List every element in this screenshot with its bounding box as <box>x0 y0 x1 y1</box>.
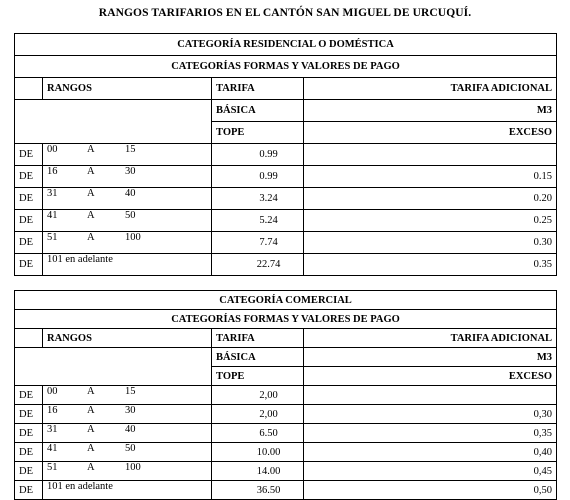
table-row <box>15 166 557 188</box>
row-tope-cell <box>212 386 304 405</box>
range-to: 50 <box>125 443 136 454</box>
row-exceso: 0,45 <box>304 462 557 481</box>
range-from: 41 <box>47 210 58 221</box>
row-de: DE <box>15 443 43 462</box>
table-category: CATEGORÍA COMERCIAL <box>15 291 557 310</box>
table-row <box>15 188 557 210</box>
row-de: DE <box>15 166 43 188</box>
range-a: A <box>87 210 95 221</box>
row-tope: 14.00 <box>256 465 281 477</box>
row-range <box>43 481 212 500</box>
table-row <box>15 386 557 405</box>
row-exceso <box>304 144 557 166</box>
range-a: A <box>87 386 95 397</box>
table-row <box>15 144 557 166</box>
col-header-tarifa: TARIFA <box>212 329 304 348</box>
row-tope-cell <box>212 405 304 424</box>
row-tope: 0.99 <box>259 149 278 160</box>
col-header-basica: BÁSICA <box>212 100 304 122</box>
row-tope: 3.24 <box>259 193 278 204</box>
row-range <box>43 386 212 405</box>
range-from: 16 <box>47 166 58 177</box>
table-subtitle: CATEGORÍAS FORMAS Y VALORES DE PAGO <box>15 56 557 78</box>
row-de: DE <box>15 481 43 500</box>
row-exceso: 0,30 <box>304 405 557 424</box>
range-to: 100 <box>125 232 141 243</box>
range-from: 101 en adelante <box>47 481 113 492</box>
row-range <box>43 443 212 462</box>
range-a: A <box>87 232 95 243</box>
row-tope-cell <box>212 232 304 254</box>
range-to: 40 <box>125 424 136 435</box>
row-de: DE <box>15 386 43 405</box>
range-to: 15 <box>125 144 136 155</box>
range-from: 16 <box>47 405 58 416</box>
row-de: DE <box>15 462 43 481</box>
range-from: 00 <box>47 144 58 155</box>
row-tope-cell <box>212 462 304 481</box>
row-tope: 36.50 <box>256 484 281 496</box>
range-to: 40 <box>125 188 136 199</box>
range-from: 41 <box>47 443 58 454</box>
table-row <box>15 481 557 500</box>
row-de: DE <box>15 254 43 276</box>
row-tope-cell <box>212 481 304 500</box>
col-header-rangos: RANGOS <box>43 78 212 100</box>
range-a: A <box>87 144 95 155</box>
table-row <box>15 443 557 462</box>
col-header-exceso: EXCESO <box>304 122 557 144</box>
range-to: 100 <box>125 462 141 473</box>
range-a: A <box>87 405 95 416</box>
row-de: DE <box>15 232 43 254</box>
row-de: DE <box>15 210 43 232</box>
row-range <box>43 405 212 424</box>
row-tope: 2,00 <box>259 408 278 420</box>
row-range <box>43 210 212 232</box>
row-tope: 6.50 <box>259 427 278 439</box>
row-range <box>43 462 212 481</box>
row-tope-cell <box>212 166 304 188</box>
row-de: DE <box>15 424 43 443</box>
row-range <box>43 188 212 210</box>
col-header-exceso: EXCESO <box>304 367 557 386</box>
row-exceso: 0.30 <box>304 232 557 254</box>
range-a: A <box>87 188 95 199</box>
col-header-tope: TOPE <box>212 122 304 144</box>
table-row <box>15 462 557 481</box>
table-row <box>15 424 557 443</box>
range-from: 51 <box>47 462 58 473</box>
col-header-rangos: RANGOS <box>43 329 212 348</box>
row-exceso: 0,50 <box>304 481 557 500</box>
col-header-tarifa: TARIFA <box>212 78 304 100</box>
row-tope: 2,00 <box>259 389 278 401</box>
row-exceso <box>304 386 557 405</box>
col-header-tope: TOPE <box>212 367 304 386</box>
commercial-tariff-table <box>14 290 557 500</box>
row-range <box>43 232 212 254</box>
row-tope: 10.00 <box>256 446 281 458</box>
range-to: 30 <box>125 405 136 416</box>
row-tope: 22.74 <box>256 259 281 270</box>
range-a: A <box>87 166 95 177</box>
range-a: A <box>87 443 95 454</box>
table-body <box>15 386 557 500</box>
range-from: 101 en adelante <box>47 254 113 265</box>
row-de: DE <box>15 188 43 210</box>
table-category: CATEGORÍA RESIDENCIAL O DOMÉSTICA <box>15 34 557 56</box>
range-from: 51 <box>47 232 58 243</box>
row-range <box>43 254 212 276</box>
table-row <box>15 405 557 424</box>
row-tope: 0.99 <box>259 171 278 182</box>
row-exceso: 0,40 <box>304 443 557 462</box>
col-header-m3: M3 <box>304 348 557 367</box>
row-tope: 7.74 <box>259 237 278 248</box>
row-de: DE <box>15 144 43 166</box>
table-row <box>15 232 557 254</box>
col-header-basica: BÁSICA <box>212 348 304 367</box>
range-from: 31 <box>47 424 58 435</box>
row-de: DE <box>15 405 43 424</box>
col-header-m3: M3 <box>304 100 557 122</box>
range-to: 50 <box>125 210 136 221</box>
table-subtitle: CATEGORÍAS FORMAS Y VALORES DE PAGO <box>15 310 557 329</box>
row-tope-cell <box>212 424 304 443</box>
range-a: A <box>87 424 95 435</box>
row-tope-cell <box>212 210 304 232</box>
row-range <box>43 144 212 166</box>
row-tope-cell <box>212 443 304 462</box>
table-row <box>15 210 557 232</box>
table-body <box>15 144 557 276</box>
row-tope-cell <box>212 188 304 210</box>
col-header-tarifa-adicional: TARIFA ADICIONAL <box>304 78 557 100</box>
col-header-tarifa-adicional: TARIFA ADICIONAL <box>304 329 557 348</box>
row-range <box>43 166 212 188</box>
range-a: A <box>87 462 95 473</box>
table-row <box>15 254 557 276</box>
row-range <box>43 424 212 443</box>
range-from: 31 <box>47 188 58 199</box>
document-title: RANGOS TARIFARIOS EN EL CANTÓN SAN MIGUEL DE URCUQUÍ. <box>98 7 472 19</box>
row-exceso: 0.20 <box>304 188 557 210</box>
row-tope-cell <box>212 144 304 166</box>
range-to: 30 <box>125 166 136 177</box>
residential-tariff-table <box>14 33 557 276</box>
range-to: 15 <box>125 386 136 397</box>
row-exceso: 0.15 <box>304 166 557 188</box>
range-from: 00 <box>47 386 58 397</box>
row-exceso: 0.25 <box>304 210 557 232</box>
row-exceso: 0,35 <box>304 424 557 443</box>
row-exceso: 0.35 <box>304 254 557 276</box>
row-tope: 5.24 <box>259 215 278 226</box>
row-tope-cell <box>212 254 304 276</box>
